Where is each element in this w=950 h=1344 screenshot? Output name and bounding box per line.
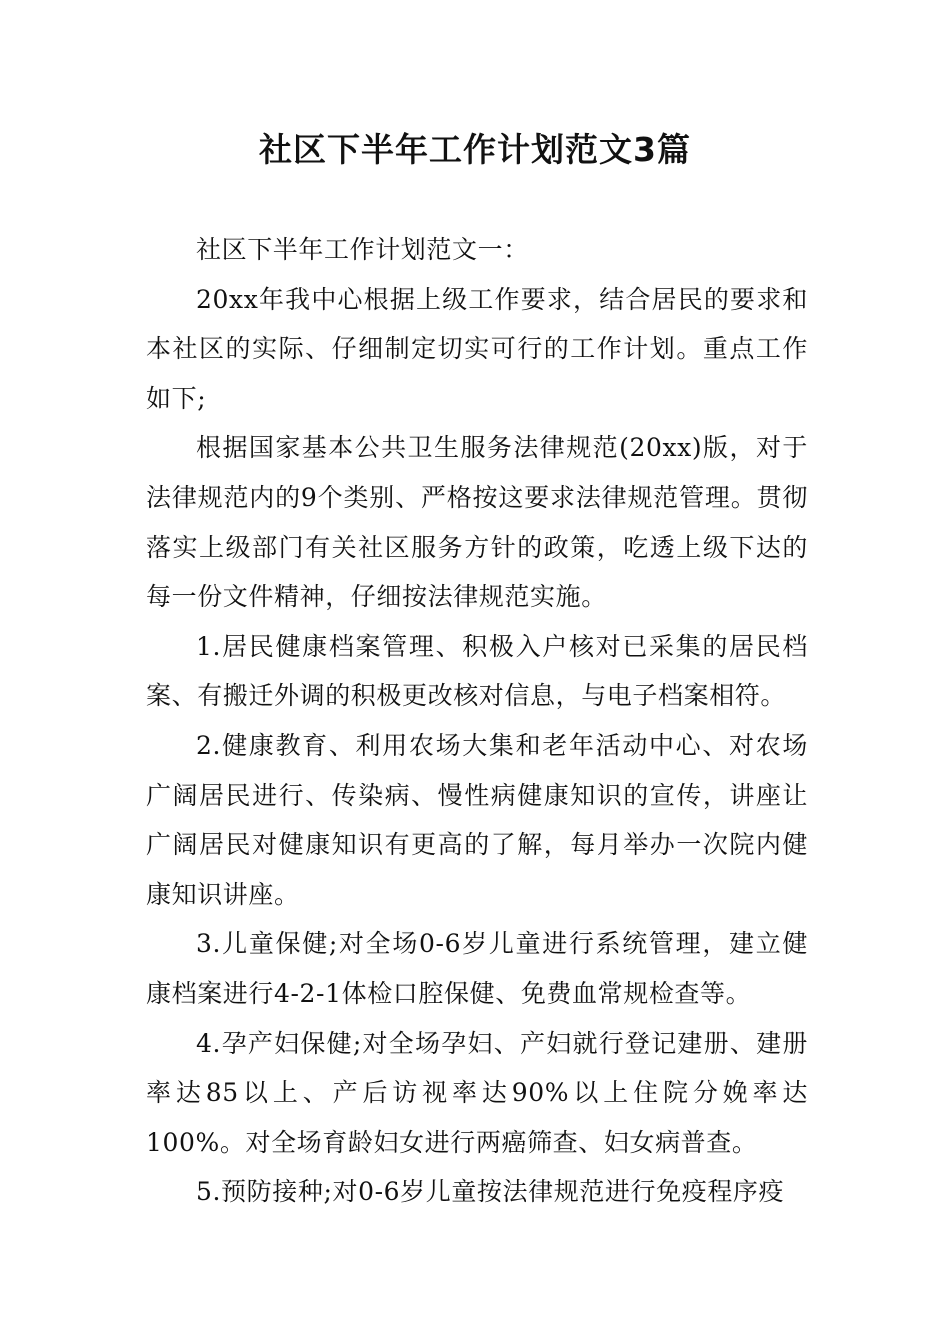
body-paragraph: 社区下半年工作计划范文一： xyxy=(196,235,529,264)
body-paragraph: 2.健康教育、利用农场大集和老年活动中心、对农场广阔居民进行、传染病、慢性病健康知识的宣传，讲座让广阔居民对健康知识有更高的了解，每月举办一次院内健康知识讲座。 xyxy=(146,730,808,909)
body-paragraph: 4.孕产妇保健;对全场孕妇、产妇就行登记建册、建册率达85以上、产后访视率达90%以上住院分娩率达100%。对全场育龄妇女进行两癌筛查、妇女病普查。 xyxy=(146,1028,808,1157)
body-paragraph: 3.儿童保健;对全场0-6岁儿童进行系统管理，建立健康档案进行4-2-1体检口腔保健、免费血常规检查等。 xyxy=(146,929,808,1008)
body-paragraph: 1.居民健康档案管理、积极入户核对已采集的居民档案、有搬迁外调的积极更改核对信息，与电子档案相符。 xyxy=(146,631,808,711)
document-title: 社区下半年工作计划范文3篇 xyxy=(259,130,691,169)
body-paragraph: 5.预防接种;对0-6岁儿童按法律规范进行免疫程序疫 xyxy=(196,1177,785,1207)
document-body xyxy=(146,225,808,1217)
body-paragraph: 根据国家基本公共卫生服务法律规范(20xx)版，对于法律规范内的9个类别、严格按这要求法律规范管理。贯彻落实上级部门有关社区服务方针的政策，吃透上级下达的每一份文件精神，仔细按法律规范实施。 xyxy=(146,433,808,612)
body-paragraph: 20xx年我中心根据上级工作要求，结合居民的要求和本社区的实际、仔细制定切实可行的工作计划。重点工作如下; xyxy=(146,284,808,413)
